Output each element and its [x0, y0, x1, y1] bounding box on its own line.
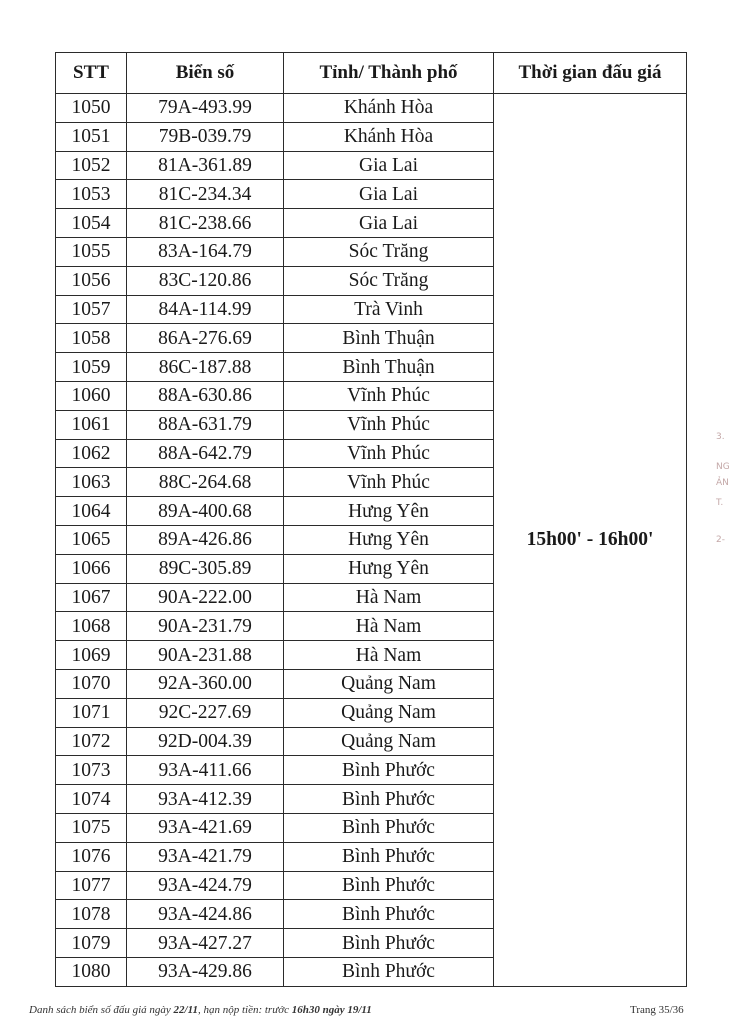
plate-cell: 92A-360.00 — [127, 669, 284, 698]
plate-cell: 90A-231.88 — [127, 641, 284, 670]
stt-cell: 1064 — [56, 497, 127, 526]
province-cell: Quảng Nam — [284, 669, 494, 698]
province-cell: Gia Lai — [284, 209, 494, 238]
header-stt: STT — [56, 53, 127, 94]
province-cell: Quảng Nam — [284, 698, 494, 727]
province-cell: Gia Lai — [284, 180, 494, 209]
stt-cell: 1075 — [56, 813, 127, 842]
side-mark: 2- — [716, 535, 725, 545]
stt-cell: 1072 — [56, 727, 127, 756]
province-cell: Bình Thuận — [284, 353, 494, 382]
province-cell: Vĩnh Phúc — [284, 439, 494, 468]
footer-text-2: , hạn nộp tiền: trước — [197, 1004, 292, 1016]
province-cell: Bình Phước — [284, 957, 494, 986]
side-edge-marks — [716, 420, 730, 580]
stt-cell: 1069 — [56, 641, 127, 670]
province-cell: Hưng Yên — [284, 554, 494, 583]
province-cell: Hưng Yên — [284, 497, 494, 526]
stt-cell: 1066 — [56, 554, 127, 583]
stt-cell: 1077 — [56, 871, 127, 900]
footer-payment-deadline: 16h30 ngày 19/11 — [291, 1004, 372, 1016]
province-cell: Hà Nam — [284, 612, 494, 641]
plate-cell: 81C-234.34 — [127, 180, 284, 209]
plate-cell: 81A-361.89 — [127, 151, 284, 180]
plate-cell: 83C-120.86 — [127, 266, 284, 295]
plate-cell: 89C-305.89 — [127, 554, 284, 583]
side-mark: T. — [716, 498, 724, 508]
stt-cell: 1056 — [56, 266, 127, 295]
province-cell: Bình Thuận — [284, 324, 494, 353]
plate-cell: 86A-276.69 — [127, 324, 284, 353]
plate-cell: 93A-411.66 — [127, 756, 284, 785]
plate-cell: 92C-227.69 — [127, 698, 284, 727]
plate-cell: 79B-039.79 — [127, 122, 284, 151]
province-cell: Khánh Hòa — [284, 94, 494, 123]
province-cell: Bình Phước — [284, 929, 494, 958]
page-number: Trang 35/36 — [630, 1004, 684, 1016]
header-plate: Biển số — [127, 53, 284, 94]
plate-cell: 88C-264.68 — [127, 468, 284, 497]
plate-cell: 86C-187.88 — [127, 353, 284, 382]
table-header-row — [56, 53, 687, 94]
plate-cell: 89A-426.86 — [127, 525, 284, 554]
stt-cell: 1078 — [56, 900, 127, 929]
stt-cell: 1076 — [56, 842, 127, 871]
stt-cell: 1059 — [56, 353, 127, 382]
side-mark: NG — [716, 462, 730, 472]
stt-cell: 1080 — [56, 957, 127, 986]
footer-auction-date: 22/11 — [173, 1004, 198, 1016]
province-cell: Vĩnh Phúc — [284, 381, 494, 410]
stt-cell: 1052 — [56, 151, 127, 180]
province-cell: Hà Nam — [284, 583, 494, 612]
plate-cell: 90A-231.79 — [127, 612, 284, 641]
side-mark: 3. — [716, 432, 725, 442]
header-province: Tỉnh/ Thành phố — [284, 53, 494, 94]
province-cell: Bình Phước — [284, 785, 494, 814]
plate-cell: 88A-630.86 — [127, 381, 284, 410]
stt-cell: 1058 — [56, 324, 127, 353]
plate-cell: 84A-114.99 — [127, 295, 284, 324]
header-auction-time: Thời gian đấu giá — [494, 53, 687, 94]
footer-text-1: Danh sách biển số đấu giá ngày — [29, 1004, 174, 1016]
stt-cell: 1063 — [56, 468, 127, 497]
stt-cell: 1074 — [56, 785, 127, 814]
province-cell: Bình Phước — [284, 842, 494, 871]
side-mark: ẢN — [716, 478, 729, 488]
footer-note — [29, 1004, 372, 1016]
plate-cell: 92D-004.39 — [127, 727, 284, 756]
province-cell: Hưng Yên — [284, 525, 494, 554]
plate-cell: 93A-429.86 — [127, 957, 284, 986]
province-cell: Vĩnh Phúc — [284, 468, 494, 497]
stt-cell: 1062 — [56, 439, 127, 468]
plate-cell: 93A-412.39 — [127, 785, 284, 814]
plate-cell: 88A-631.79 — [127, 410, 284, 439]
stt-cell: 1060 — [56, 381, 127, 410]
plate-cell: 81C-238.66 — [127, 209, 284, 238]
province-cell: Trà Vinh — [284, 295, 494, 324]
auction-time-cell: 15h00' - 16h00' — [494, 94, 687, 987]
province-cell: Bình Phước — [284, 871, 494, 900]
stt-cell: 1054 — [56, 209, 127, 238]
stt-cell: 1071 — [56, 698, 127, 727]
province-cell: Vĩnh Phúc — [284, 410, 494, 439]
plate-cell: 88A-642.79 — [127, 439, 284, 468]
province-cell: Bình Phước — [284, 813, 494, 842]
stt-cell: 1053 — [56, 180, 127, 209]
plate-cell: 90A-222.00 — [127, 583, 284, 612]
plate-cell: 79A-493.99 — [127, 94, 284, 123]
table-body — [56, 94, 687, 987]
plate-cell: 93A-421.79 — [127, 842, 284, 871]
stt-cell: 1057 — [56, 295, 127, 324]
plate-cell: 93A-424.79 — [127, 871, 284, 900]
stt-cell: 1051 — [56, 122, 127, 151]
stt-cell: 1073 — [56, 756, 127, 785]
province-cell: Hà Nam — [284, 641, 494, 670]
stt-cell: 1070 — [56, 669, 127, 698]
province-cell: Quảng Nam — [284, 727, 494, 756]
plate-cell: 93A-424.86 — [127, 900, 284, 929]
stt-cell: 1055 — [56, 237, 127, 266]
plate-cell: 93A-421.69 — [127, 813, 284, 842]
plate-cell: 93A-427.27 — [127, 929, 284, 958]
province-cell: Sóc Trăng — [284, 237, 494, 266]
province-cell: Bình Phước — [284, 900, 494, 929]
province-cell: Sóc Trăng — [284, 266, 494, 295]
province-cell: Khánh Hòa — [284, 122, 494, 151]
license-plate-table — [55, 52, 687, 987]
stt-cell: 1067 — [56, 583, 127, 612]
province-cell: Gia Lai — [284, 151, 494, 180]
stt-cell: 1061 — [56, 410, 127, 439]
stt-cell: 1068 — [56, 612, 127, 641]
plate-cell: 83A-164.79 — [127, 237, 284, 266]
province-cell: Bình Phước — [284, 756, 494, 785]
stt-cell: 1050 — [56, 94, 127, 123]
stt-cell: 1079 — [56, 929, 127, 958]
plate-cell: 89A-400.68 — [127, 497, 284, 526]
stt-cell: 1065 — [56, 525, 127, 554]
table-row — [56, 94, 687, 123]
